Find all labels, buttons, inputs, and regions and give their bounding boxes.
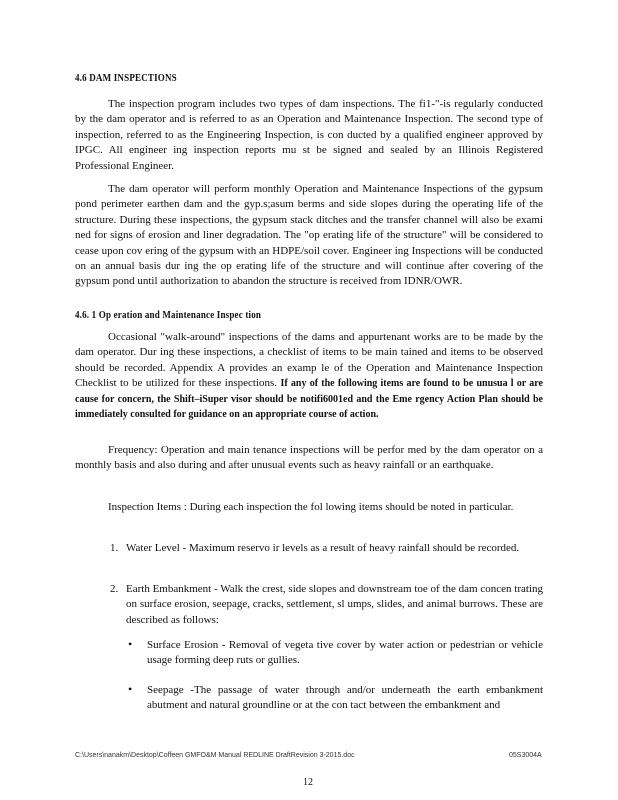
bullet-item — [128, 638, 543, 669]
list-text: Earth Embankment - Walk the crest, side slopes and downstream toe of the dam concen trating on surface erosion, seepage, cracks, settlement, sl umps, slides, and animal burrows. These are described as follows: — [126, 583, 543, 626]
list-item — [110, 582, 543, 628]
paragraph-monthly-inspections: The dam operator will perform monthly Operation and Maintenance Inspections of the gypsum pond perimeter earthen dam and the gyp.s;asum berms and side slopes during the operating life of the structure. During these inspections, the gypsum stack ditches and the transfer channel will also be exami ned for signs of erosion and liner degradation. The "op erating life of the structure" will be considered to cease upon cov ering of the gypsum with an HDPE/soil cover. Engineer ing Inspections will be conducted on an annual basis dur ing the op erating life of the structure and will continue after covering of the gypsum pond until authorization to abandon the structure is received from IDNR/OWR. — [75, 183, 543, 288]
list-number: 1. — [110, 542, 119, 554]
paragraph-inspection-items: Inspection Items : During each inspection the fol lowing items should be noted in particular. — [108, 501, 514, 513]
subsection-heading: 4.6. 1 Op eration and Maintenance Inspec tion — [75, 310, 262, 321]
bullet-item — [128, 683, 543, 714]
footer-file-path: C:\Users\nanakm\Desktop\Coffeen GMFO&M Manual REDLINE DraftRevision 3-2015.doc — [75, 752, 355, 759]
walk-around-text: Occasional "walk-around" inspections of the dams and appurtenant works are to be made by the dam operator. Dur ing these inspections, a checklist of items to be main tained and items to be observed should be recorded. Appendix A provides an examp le of the Operation and Maintenance Inspection Checklist to be utilized for these inspections. — [75, 331, 543, 390]
paragraph-walk-around — [75, 330, 543, 422]
bullet-text: Surface Erosion - Removal of vegeta tive cover by water action or pedestrian or vehicle usage forming deep ruts or gullies. — [147, 639, 543, 667]
page-number: 12 — [303, 777, 313, 788]
list-text: Water Level - Maximum reservo ir levels as a result of heavy rainfall should be recorded. — [126, 542, 520, 554]
bullet-icon: • — [128, 637, 133, 651]
section-heading: 4.6 DAM INSPECTIONS — [75, 73, 177, 84]
paragraph-intro: The inspection program includes two types of dam inspections. The fi1-"-is regularly conducted by the dam operator and is referred to as an Operation and Maintenance Inspection. The second type of inspection, referred to as the Engineering Inspection, is con ducted by a qualified engineer approved by IPGC. All engineer ing inspection reports mu st be signed and sealed by an Illinois Registered Professional Engineer. — [75, 98, 543, 172]
list-number: 2. — [110, 583, 119, 595]
list-item — [110, 541, 543, 556]
bullet-text: Seepage -The passage of water through and/or underneath the earth embankment abutment and natural groundline or at the con tact between the embankment and — [147, 684, 543, 712]
paragraph-frequency: Frequency: Operation and main tenance inspections will be perfor med by the dam operator on a monthly basis and also during and after unusual events such as heavy rainfall or an earthquake. — [75, 444, 543, 472]
bullet-icon: • — [128, 682, 133, 696]
walk-around-bold-text: If any of the following items are found to be unusua l or are cause for concern, the Shift–iSuper visor should be notifi6001ed and the Eme rgency Action Plan should be immediately consulted for guidance on an appropriate course of action. — [75, 378, 543, 421]
footer-document-code: 05S3004A — [509, 752, 542, 759]
